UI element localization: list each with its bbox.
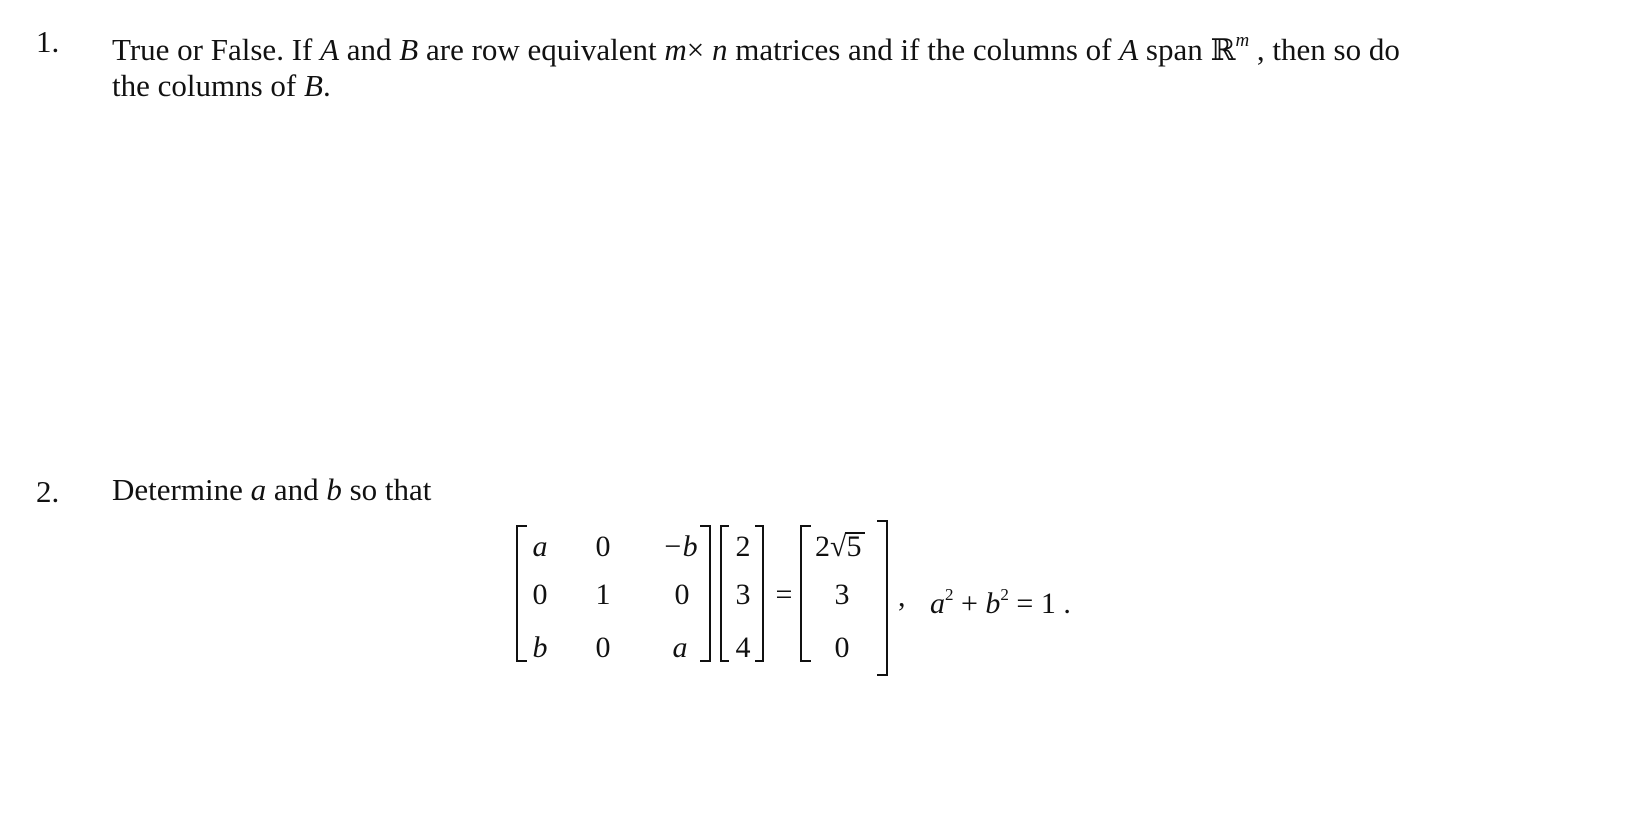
vector-x-cell: 3 bbox=[735, 578, 751, 611]
problem-2-number: 2. bbox=[36, 474, 60, 509]
rhs-vector-cell: 3 bbox=[834, 578, 850, 611]
plus-sign: + bbox=[953, 587, 986, 620]
matrix-a-cell: −b bbox=[662, 530, 698, 563]
problem-2-text bbox=[112, 466, 431, 514]
text-run: and bbox=[339, 32, 400, 67]
problem-1-text-line-2 bbox=[112, 62, 331, 110]
vector-x-cell: 2 bbox=[735, 530, 751, 563]
text-run: the columns of bbox=[112, 68, 304, 103]
rhs-vector-cell-1 bbox=[815, 532, 861, 562]
text-run: so that bbox=[341, 472, 432, 507]
text-run: span bbox=[1138, 32, 1211, 67]
rhs-vector-left-bracket bbox=[800, 525, 811, 662]
text-run: are row equivalent bbox=[418, 32, 665, 67]
problem-1-number: 1. bbox=[36, 24, 60, 59]
matrix-a-cell: a bbox=[672, 631, 688, 664]
sqrt-symbol: √ bbox=[830, 530, 847, 563]
exponent: 2 bbox=[1000, 585, 1009, 604]
text-run: . bbox=[322, 68, 331, 103]
matrix-a-cell: 0 bbox=[532, 578, 548, 611]
rhs-vector-cell: 0 bbox=[834, 631, 850, 664]
var-m: m bbox=[664, 32, 687, 67]
var-b: b bbox=[985, 587, 1001, 620]
text-run: and bbox=[266, 472, 327, 507]
rhs-vector-right-bracket bbox=[877, 520, 888, 676]
text-run: True or False. If bbox=[112, 32, 321, 67]
text-run: , then so do bbox=[1249, 32, 1400, 67]
matrix-a-cell: b bbox=[532, 631, 548, 664]
equals-one: = 1 . bbox=[1008, 587, 1071, 620]
matrix-a-cell: 0 bbox=[595, 631, 611, 664]
sqrt-vinculum bbox=[845, 532, 865, 534]
exponent: 2 bbox=[945, 585, 954, 604]
var-B: B bbox=[399, 32, 419, 67]
matrix-a-cell: a bbox=[532, 530, 548, 563]
var-A: A bbox=[320, 32, 340, 67]
var-a: a bbox=[930, 587, 945, 620]
matrix-a-cell: 0 bbox=[595, 530, 611, 563]
vector-x-cell: 4 bbox=[735, 631, 751, 664]
var-A: A bbox=[1119, 32, 1139, 67]
var-n: n bbox=[712, 32, 728, 67]
times-symbol: × bbox=[686, 32, 713, 67]
constraint-equation bbox=[930, 580, 1071, 619]
var-B: B bbox=[304, 68, 323, 103]
sqrt-radicand: 5 bbox=[846, 530, 862, 563]
equals-sign: = bbox=[775, 578, 793, 611]
text-run: Determine bbox=[112, 472, 251, 507]
matrix-a-cell: 0 bbox=[674, 578, 690, 611]
separator-comma: , bbox=[898, 580, 906, 613]
var-b: b bbox=[326, 472, 342, 507]
var-a: a bbox=[250, 472, 267, 507]
rhs-coefficient: 2 bbox=[815, 530, 830, 563]
superscript-m: m bbox=[1235, 30, 1250, 51]
real-numbers-symbol: ℝ bbox=[1210, 33, 1236, 68]
matrix-a-cell: 1 bbox=[595, 578, 611, 611]
text-run: matrices and if the columns of bbox=[727, 32, 1120, 67]
